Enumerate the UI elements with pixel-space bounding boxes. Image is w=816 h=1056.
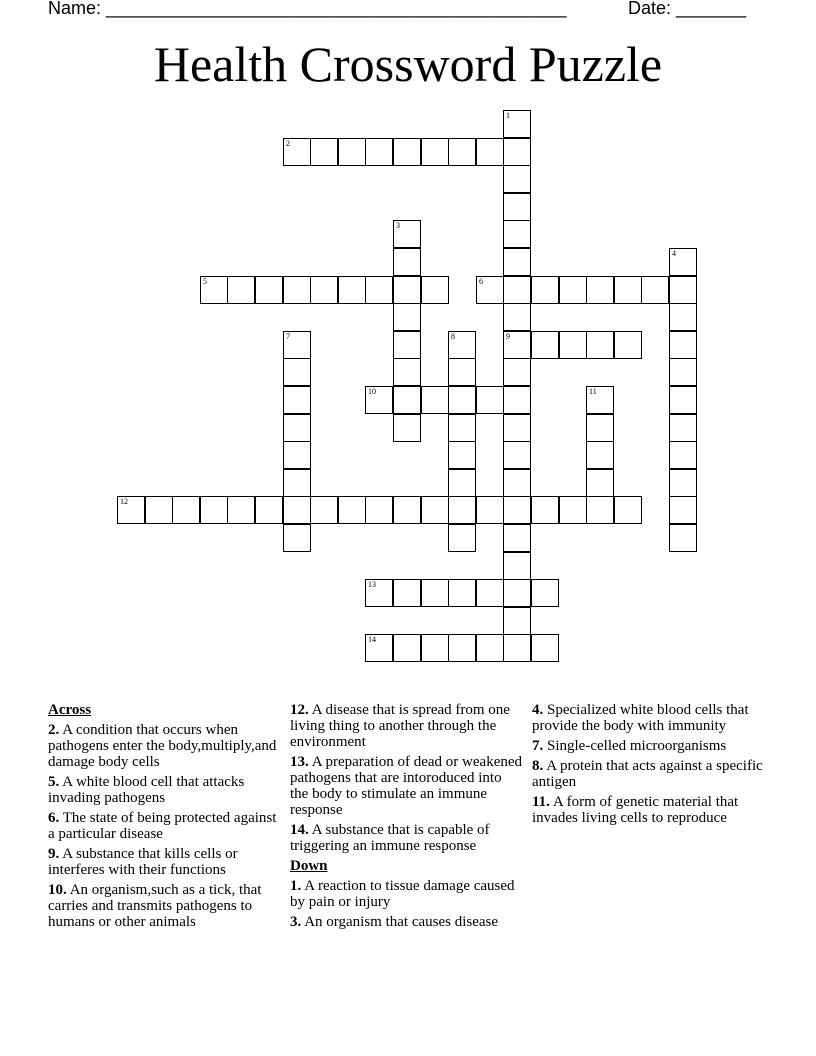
date-line: Date: _______ [628, 0, 747, 18]
grid-cell[interactable] [669, 386, 697, 414]
grid-cell[interactable] [586, 386, 614, 414]
grid-cell[interactable] [365, 496, 393, 524]
grid-cell[interactable] [559, 331, 587, 359]
grid-cell[interactable] [503, 524, 531, 552]
grid-cell[interactable] [503, 110, 531, 138]
clue-text: A white blood cell that attacks invading pathogens [48, 774, 245, 806]
grid-cell[interactable] [531, 276, 559, 304]
grid-cell[interactable] [503, 579, 531, 607]
grid-cell[interactable] [421, 496, 449, 524]
clues-column-2 [290, 702, 522, 934]
grid-cell[interactable] [338, 276, 366, 304]
clue-number-label: 14 [368, 635, 376, 644]
clue-number-label: 12 [120, 497, 128, 506]
grid-cell[interactable] [310, 276, 338, 304]
grid-cell[interactable] [365, 634, 393, 662]
clue-number: 12. [290, 702, 309, 718]
grid-cell[interactable] [503, 276, 531, 304]
grid-cell[interactable] [283, 469, 311, 497]
grid-cell[interactable] [476, 276, 504, 304]
grid-cell[interactable] [476, 386, 504, 414]
clue-down-3 [290, 914, 522, 930]
grid-cell[interactable] [503, 138, 531, 166]
grid-cell[interactable] [503, 607, 531, 635]
grid-cell[interactable] [448, 469, 476, 497]
grid-cell[interactable] [503, 193, 531, 221]
grid-cell[interactable] [448, 524, 476, 552]
grid-cell[interactable] [476, 496, 504, 524]
grid-cell[interactable] [586, 276, 614, 304]
grid-cell[interactable] [365, 276, 393, 304]
grid-cell[interactable] [393, 303, 421, 331]
grid-cell[interactable] [503, 248, 531, 276]
clue-across-2 [48, 722, 280, 770]
grid-cell[interactable] [448, 634, 476, 662]
clues-column-1 [48, 702, 280, 934]
grid-cell[interactable] [310, 496, 338, 524]
grid-cell[interactable] [117, 496, 145, 524]
clue-across-14 [290, 822, 522, 854]
clue-number-label: 9 [506, 332, 510, 341]
clue-number-label: 13 [368, 580, 376, 589]
clue-down-7 [532, 738, 764, 754]
grid-cell[interactable] [503, 414, 531, 442]
clue-number: 11. [532, 794, 550, 810]
clue-down-1 [290, 878, 522, 910]
grid-cell[interactable] [503, 303, 531, 331]
grid-cell[interactable] [283, 496, 311, 524]
grid-cell[interactable] [586, 469, 614, 497]
grid-cell[interactable] [586, 331, 614, 359]
clue-text: A preparation of dead or weakened pathogens that are intoroduced into the body to stimulate an immune response [290, 754, 523, 818]
grid-cell[interactable] [283, 138, 311, 166]
grid-cell[interactable] [503, 331, 531, 359]
grid-cell[interactable] [393, 634, 421, 662]
clue-number-label: 6 [479, 277, 483, 286]
grid-cell[interactable] [531, 579, 559, 607]
grid-cell[interactable] [669, 358, 697, 386]
clue-number: 8. [532, 758, 544, 774]
grid-cell[interactable] [531, 496, 559, 524]
clue-text: A substance that kills cells or interferes with their functions [48, 846, 238, 878]
grid-cell[interactable] [421, 138, 449, 166]
grid-cell[interactable] [338, 496, 366, 524]
grid-cell[interactable] [283, 524, 311, 552]
grid-cell[interactable] [559, 496, 587, 524]
grid-cell[interactable] [503, 634, 531, 662]
grid-cell[interactable] [448, 138, 476, 166]
clue-number: 2. [48, 722, 60, 738]
grid-cell[interactable] [448, 579, 476, 607]
grid-cell[interactable] [200, 276, 228, 304]
grid-cell[interactable] [531, 634, 559, 662]
clue-number: 6. [48, 810, 60, 826]
name-line: Name: ______________________________________________ [48, 0, 567, 18]
clue-number: 7. [532, 738, 544, 754]
grid-cell[interactable] [586, 414, 614, 442]
grid-cell[interactable] [255, 276, 283, 304]
grid-cell[interactable] [669, 331, 697, 359]
clue-number-label: 7 [286, 332, 290, 341]
grid-cell[interactable] [421, 634, 449, 662]
grid-cell[interactable] [393, 496, 421, 524]
clue-number-label: 5 [203, 277, 207, 286]
grid-cell[interactable] [200, 496, 228, 524]
clue-number: 14. [290, 822, 309, 838]
grid-cell[interactable] [283, 276, 311, 304]
clue-number-label: 8 [451, 332, 455, 341]
grid-cell[interactable] [365, 138, 393, 166]
grid-cell[interactable] [586, 496, 614, 524]
clue-number: 4. [532, 702, 544, 718]
clue-down-11 [532, 794, 764, 826]
clue-text: A form of genetic material that invades living cells to reproduce [532, 794, 739, 826]
grid-cell[interactable] [393, 414, 421, 442]
clue-number: 10. [48, 882, 67, 898]
clue-number: 1. [290, 878, 302, 894]
grid-cell[interactable] [393, 248, 421, 276]
grid-cell[interactable] [669, 496, 697, 524]
grid-cell[interactable] [145, 496, 173, 524]
clue-across-12 [290, 702, 522, 750]
clue-text: A disease that is spread from one living thing to another through the environment [290, 702, 510, 750]
grid-cell[interactable] [503, 469, 531, 497]
grid-cell[interactable] [476, 138, 504, 166]
grid-cell[interactable] [669, 469, 697, 497]
grid-cell[interactable] [310, 138, 338, 166]
clue-number: 5. [48, 774, 60, 790]
grid-cell[interactable] [503, 165, 531, 193]
clue-number: 9. [48, 846, 60, 862]
across-heading: Across [48, 702, 92, 718]
grid-cell[interactable] [365, 386, 393, 414]
clue-number: 3. [290, 914, 302, 930]
grid-cell[interactable] [476, 634, 504, 662]
grid-cell[interactable] [283, 414, 311, 442]
clue-number-label: 2 [286, 139, 290, 148]
header [48, 0, 768, 20]
grid-cell[interactable] [393, 138, 421, 166]
grid-cell[interactable] [283, 331, 311, 359]
clues-section [48, 702, 768, 1002]
clue-text: Specialized white blood cells that provide the body with immunity [532, 702, 749, 734]
grid-cell[interactable] [503, 552, 531, 580]
clue-down-4 [532, 702, 764, 734]
grid-cell[interactable] [393, 220, 421, 248]
grid-cell[interactable] [448, 496, 476, 524]
grid-cell[interactable] [669, 303, 697, 331]
grid-cell[interactable] [503, 386, 531, 414]
grid-cell[interactable] [503, 496, 531, 524]
clue-text: A substance that is capable of triggering an immune response [290, 822, 490, 854]
grid-cell[interactable] [476, 579, 504, 607]
grid-cell[interactable] [172, 496, 200, 524]
clue-down-8 [532, 758, 764, 790]
grid-cell[interactable] [448, 358, 476, 386]
grid-cell[interactable] [669, 248, 697, 276]
clue-number-label: 1 [506, 111, 510, 120]
grid-cell[interactable] [421, 386, 449, 414]
clue-text: Single-celled microorganisms [547, 738, 727, 754]
grid-cell[interactable] [586, 441, 614, 469]
grid-cell[interactable] [283, 441, 311, 469]
grid-cell[interactable] [448, 441, 476, 469]
grid-cell[interactable] [393, 331, 421, 359]
grid-cell[interactable] [227, 276, 255, 304]
grid-cell[interactable] [669, 441, 697, 469]
grid-cell[interactable] [559, 276, 587, 304]
clue-text: The state of being protected against a particular disease [48, 810, 277, 842]
page-title: Health Crossword Puzzle [153, 36, 663, 92]
grid-cell[interactable] [503, 358, 531, 386]
grid-cell[interactable] [283, 358, 311, 386]
grid-cell[interactable] [393, 386, 421, 414]
grid-cell[interactable] [255, 496, 283, 524]
grid-cell[interactable] [669, 524, 697, 552]
grid-cell[interactable] [448, 331, 476, 359]
grid-cell[interactable] [338, 138, 366, 166]
clue-text: A reaction to tissue damage caused by pain or injury [290, 878, 515, 910]
grid-cell[interactable] [614, 331, 642, 359]
clue-across-6 [48, 810, 280, 842]
grid-cell[interactable] [393, 579, 421, 607]
grid-cell[interactable] [503, 220, 531, 248]
clue-number-label: 11 [589, 387, 597, 396]
clue-text: An organism,such as a tick, that carries and transmits pathogens to humans or other animals [48, 882, 262, 930]
grid-cell[interactable] [641, 276, 669, 304]
grid-cell[interactable] [227, 496, 255, 524]
grid-cell[interactable] [614, 496, 642, 524]
grid-cell[interactable] [669, 276, 697, 304]
grid-cell[interactable] [421, 276, 449, 304]
clue-across-13 [290, 754, 522, 818]
grid-cell[interactable] [283, 386, 311, 414]
clue-text: A protein that acts against a specific antigen [532, 758, 763, 790]
clue-number-label: 10 [368, 387, 376, 396]
clues-column-3 [532, 702, 764, 830]
grid-cell[interactable] [503, 441, 531, 469]
grid-cell[interactable] [421, 579, 449, 607]
clue-text: A condition that occurs when pathogens enter the body,multiply,and damage body cells [48, 722, 277, 770]
grid-cell[interactable] [614, 276, 642, 304]
clue-across-5 [48, 774, 280, 806]
clue-number: 13. [290, 754, 309, 770]
grid-cell[interactable] [531, 331, 559, 359]
clue-number-label: 3 [396, 221, 400, 230]
grid-cell[interactable] [448, 414, 476, 442]
clue-across-9 [48, 846, 280, 878]
clue-number-label: 4 [672, 249, 676, 258]
down-heading: Down [290, 858, 328, 874]
grid-cell[interactable] [393, 358, 421, 386]
grid-cell[interactable] [365, 579, 393, 607]
grid-cell[interactable] [448, 386, 476, 414]
grid-cell[interactable] [669, 414, 697, 442]
clue-across-10 [48, 882, 280, 930]
grid-cell[interactable] [393, 276, 421, 304]
clue-text: An organism that causes disease [304, 914, 499, 930]
